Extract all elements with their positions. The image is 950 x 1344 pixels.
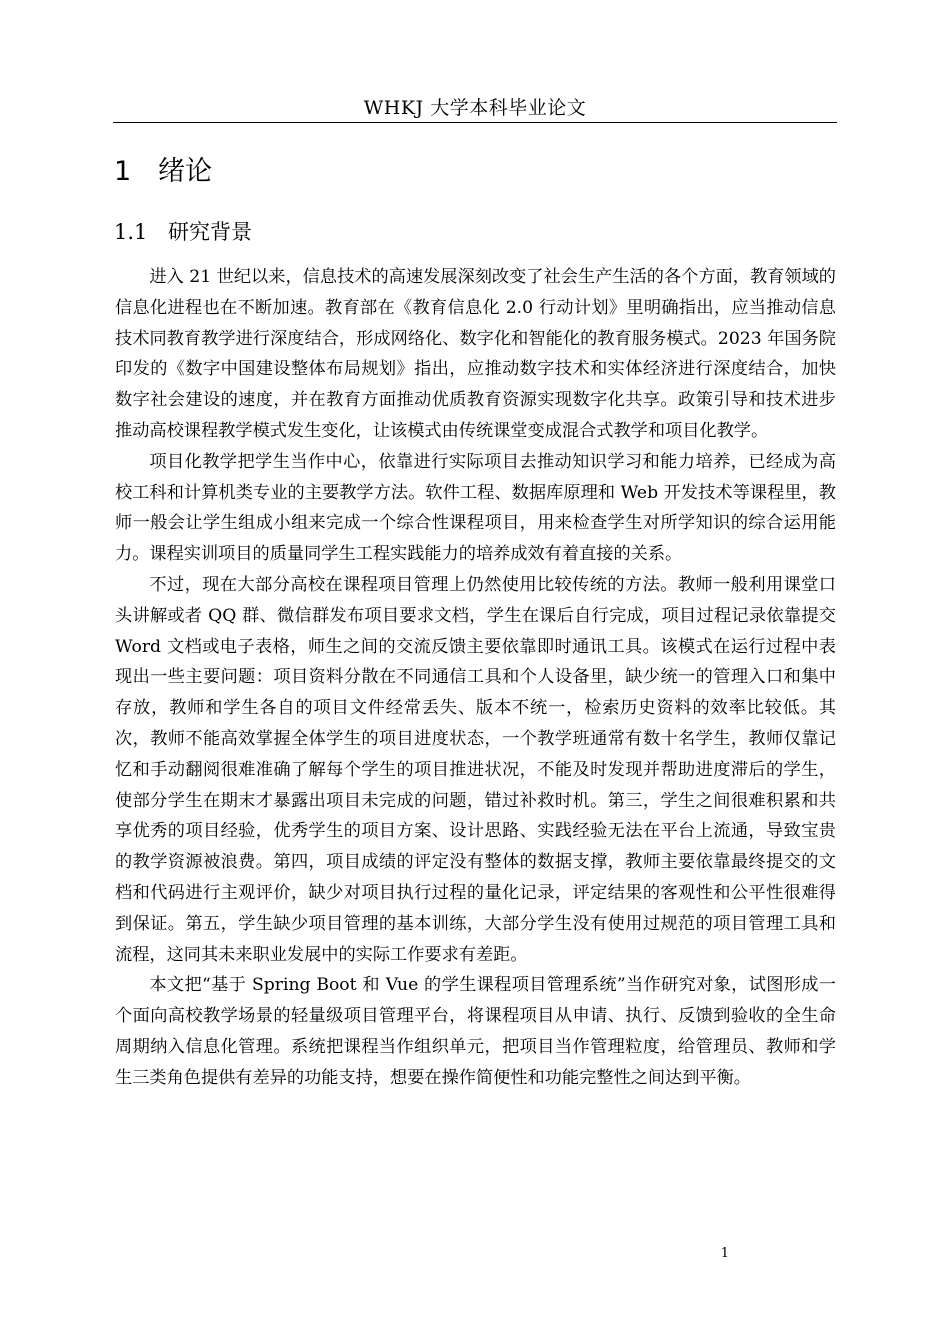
page-number: 1 — [720, 1246, 729, 1261]
body-text — [115, 262, 836, 1094]
section-title: 研究背景 — [168, 220, 252, 244]
section-heading — [114, 214, 252, 250]
section-number: 1.1 — [114, 220, 148, 244]
chapter-title: 绪论 — [158, 156, 212, 187]
running-header-title: WHKJ 大学本科毕业论文 — [363, 97, 587, 119]
paragraph: 进入 21 世纪以来，信息技术的高速发展深刻改变了社会生产生活的各个方面，教育领域的信息化进程也在不断加速。教育部在《教育信息化 2.0 行动计划》里明确指出，应当推动信息技术同教育教学进行深度结合，形成网络化、数字化和智能化的教育服务模式。2023 年国务院印发的《数字中国建设整体布局规划》指出，应推动数字技术和实体经济进行深度结合，加快数字社会建设的速度，并在教育方面推动优质教育资源实现数字化共享。政策引导和技术进步推动高校课程教学模式发生变化，让该模式由传统课堂变成混合式教学和项目化教学。 — [115, 267, 836, 441]
header-rule — [113, 122, 837, 123]
running-header — [113, 94, 837, 122]
paragraph: 不过，现在大部分高校在课程项目管理上仍然使用比较传统的方法。教师一般利用课堂口头讲解或者 QQ 群、微信群发布项目要求文档，学生在课后自行完成，项目过程记录依靠提交 Word 文档或电子表格，师生之间的交流反馈主要依靠即时通讯工具。该模式在运行过程中表现出一些主要问题：项目资料分散在不同通信工具和个人设备里，缺少统一的管理入口和集中存放，教师和学生各自的项目文件经常丢失、版本不统一，检索历史资料的效率比较低。其次，教师不能高效掌握全体学生的项目进度状态，一个教学班通常有数十名学生，教师仅靠记忆和手动翻阅很难准确了解每个学生的项目推进状况，不能及时发现并帮助进度滞后的学生，使部分学生在期末才暴露出项目未完成的问题，错过补救时机。第三，学生之间很难积累和共享优秀的项目经验，优秀学生的项目方案、设计思路、实践经验无法在平台上流通，导致宝贵的教学资源被浪费。第四，项目成绩的评定没有整体的数据支撑，教师主要依靠最终提交的文档和代码进行主观评价，缺少对项目执行过程的量化记录，评定结果的客观性和公平性很难得到保证。第五，学生缺少项目管理的基本训练，大部分学生没有使用过规范的项目管理工具和流程，这同其未来职业发展中的实际工作要求有差距。 — [115, 574, 836, 965]
paragraph: 项目化教学把学生当作中心，依靠进行实际项目去推动知识学习和能力培养，已经成为高校工科和计算机类专业的主要教学方法。软件工程、数据库原理和 Web 开发技术等课程里，教师一般会让学生组成小组来完成一个综合性课程项目，用来检查学生对所学知识的综合运用能力。课程实训项目的质量同学生工程实践能力的培养成效有着直接的关系。 — [115, 451, 836, 565]
chapter-number: 1 — [114, 156, 132, 187]
paragraph: 本文把“基于 Spring Boot 和 Vue 的学生课程项目管理系统”当作研究对象，试图形成一个面向高校教学场景的轻量级项目管理平台，将课程项目从申请、执行、反馈到验收的全生命周期纳入信息化管理。系统把课程当作组织单元，把项目当作管理粒度，给管理员、教师和学生三类角色提供有差异的功能支持，想要在操作简便性和功能完整性之间达到平衡。 — [115, 975, 836, 1088]
chapter-heading — [114, 152, 212, 192]
